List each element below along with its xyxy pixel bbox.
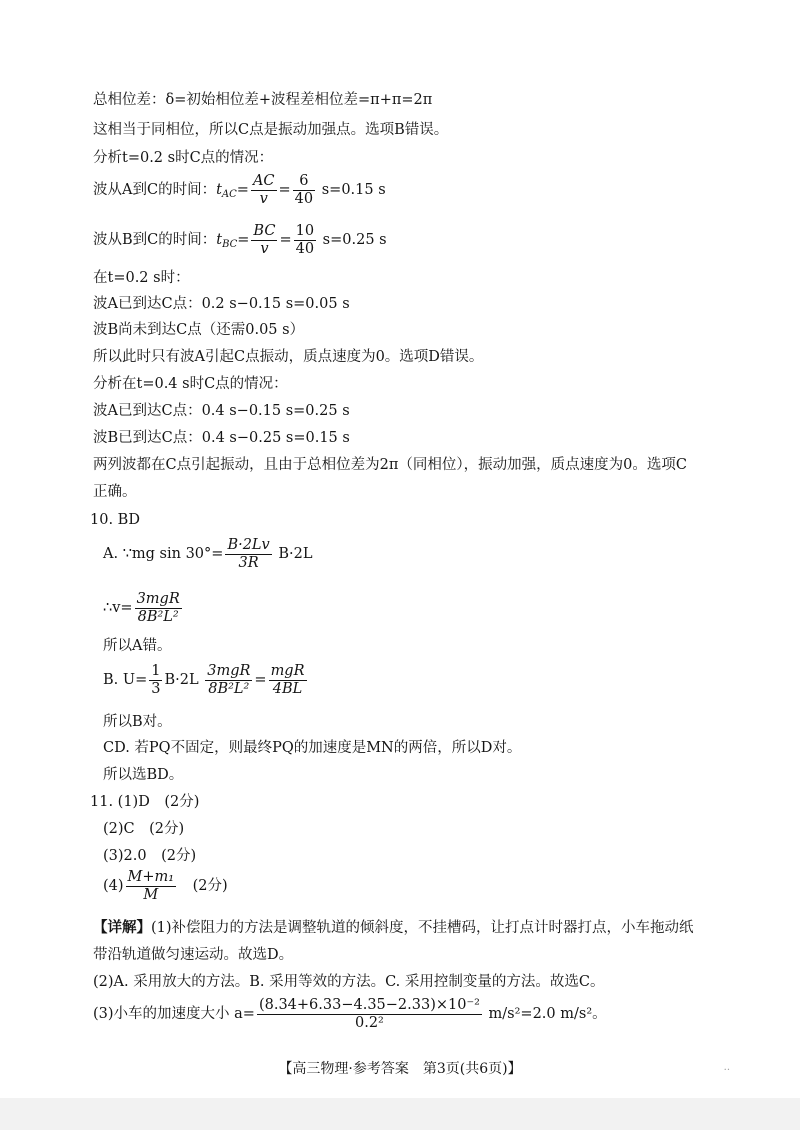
numerator: 6 <box>293 173 315 191</box>
formula-result: s=0.15 s <box>321 182 386 198</box>
text-line: (2)C (2分) <box>103 821 185 837</box>
equals: = <box>237 232 250 248</box>
question-11-header: 11. (1)D (2分) <box>90 794 200 810</box>
denominator: 40 <box>295 240 315 257</box>
text-line: 带沿轨道做匀速运动。故选D。 <box>93 947 294 963</box>
formula-prefix: B. U= <box>103 672 148 688</box>
fraction <box>269 663 307 698</box>
numerator: (8.34+6.33−4.35−2.33)×10⁻² <box>258 996 480 1013</box>
denominator: v <box>259 190 268 207</box>
fraction <box>293 173 315 208</box>
bottom-margin <box>0 1098 800 1130</box>
var-t: t <box>216 232 223 248</box>
subscript: AC <box>221 189 237 200</box>
text-line: 在t=0.2 s时： <box>93 270 190 286</box>
formula-prefix: A. ∵mg sin 30°= <box>103 546 224 562</box>
numerator: 3mgR <box>207 662 251 679</box>
formula-t-bc: 波从B到C的时间：$t_{BC}=$ $\frac{BC}{v}$ = $\frac{10}{40}$ s=0.25 s <box>93 222 387 257</box>
text-line: 分析t=0.2 s时C点的情况： <box>93 150 274 166</box>
numerator: 3mgR <box>136 590 180 607</box>
text-line: 所以此时只有波A引起C点振动，质点速度为0。选项D错误。 <box>93 349 484 365</box>
denominator: 40 <box>294 190 314 207</box>
fraction <box>205 663 252 698</box>
denominator: 8B²L² <box>208 680 250 697</box>
numerator: B·2Lv <box>227 536 270 553</box>
denominator: 0.2² <box>355 1014 384 1031</box>
formula-result: s=0.25 s <box>322 232 387 248</box>
fraction <box>257 997 482 1032</box>
formula-prefix: ∴v= <box>103 600 133 616</box>
fraction <box>149 663 162 698</box>
formula-prefix: 波从B到C的时间： <box>93 232 217 248</box>
detail-line <box>93 918 694 938</box>
q10-velocity <box>103 590 184 626</box>
q10-option-b <box>103 662 309 698</box>
fraction <box>126 869 177 904</box>
text-line: 分析在t=0.4 s时C点的情况： <box>93 376 288 392</box>
numerator: M+m₁ <box>127 868 175 885</box>
text-line: 这相当于同相位，所以C点是振动加强点。选项B错误。 <box>93 122 449 138</box>
formula-mid: B·2L <box>164 672 199 688</box>
detail-formula <box>93 996 607 1032</box>
denominator: 3 <box>151 680 161 697</box>
equals: = <box>254 672 267 688</box>
text-line: 所以B对。 <box>103 714 172 730</box>
fraction <box>294 223 316 258</box>
var-t: t <box>216 182 222 198</box>
denominator: 3R <box>238 554 259 571</box>
question-10-header: 10. BD <box>90 512 140 528</box>
text-line: 所以A错。 <box>103 638 172 654</box>
text-line: 所以选BD。 <box>103 767 184 783</box>
formula-result: m/s²=2.0 m/s²。 <box>488 1006 607 1022</box>
detail-text: (1)补偿阻力的方法是调整轨道的倾斜度，不挂槽码，让打点计时器打点，小车拖动纸 <box>151 920 694 936</box>
footer-dots: .. <box>723 1062 730 1073</box>
numerator: AC <box>252 172 275 189</box>
subscript: BC <box>222 239 238 250</box>
text-line: 波B尚未到达C点（还需0.05 s） <box>93 322 305 338</box>
numerator: 10 <box>295 222 315 239</box>
fraction <box>135 591 182 626</box>
text-line: 波A已到达C点：0.4 s−0.15 s=0.25 s <box>93 403 350 419</box>
text-line: 两列波都在C点引起振动，且由于总相位差为2π（同相位），振动加强，质点速度为0。选项C <box>93 457 687 473</box>
text-line: (3)2.0 (2分) <box>103 848 197 864</box>
denominator: v <box>260 240 269 257</box>
numerator: mgR <box>270 662 305 679</box>
denominator: M <box>143 886 159 903</box>
numerator: BC <box>253 222 276 239</box>
formula-suffix: B·2L <box>278 546 313 562</box>
equals: = <box>236 182 249 198</box>
text-line: (2)A. 采用放大的方法。B. 采用等效的方法。C. 采用控制变量的方法。故选C。 <box>93 974 605 990</box>
denominator: 8B²L² <box>137 608 179 625</box>
fraction <box>225 537 271 572</box>
fraction <box>251 173 277 208</box>
fraction <box>251 223 277 258</box>
formula-suffix: (2分) <box>192 878 228 894</box>
text-line: 波B已到达C点：0.4 s−0.25 s=0.15 s <box>93 430 350 446</box>
denominator: 4BL <box>272 680 303 697</box>
q10-option-a <box>103 536 312 572</box>
text-line: 正确。 <box>93 484 137 500</box>
text-line: 波A已到达C点：0.2 s−0.15 s=0.05 s <box>93 296 350 312</box>
detail-tag: 【详解】 <box>93 919 151 936</box>
page-footer: 【高三物理·参考答案 第3页(共6页)】 <box>278 1061 522 1077</box>
numerator: 1 <box>151 662 161 679</box>
text-line: 总相位差：δ=初始相位差+波程差相位差=π+π=2π <box>93 92 433 108</box>
formula-t-ac: 波从A到C的时间：$t_{AC}=$ $\frac{AC}{v}$ = $\frac{6}{40}$ s=0.15 s <box>93 172 386 207</box>
q11-part-4 <box>103 868 228 904</box>
formula-prefix: 波从A到C的时间： <box>93 182 217 198</box>
formula-prefix: (4) <box>103 878 124 894</box>
text-line: CD. 若PQ不固定，则最终PQ的加速度是MN的两倍，所以D对。 <box>103 740 522 756</box>
formula-prefix: (3)小车的加速度大小 a= <box>93 1006 255 1022</box>
